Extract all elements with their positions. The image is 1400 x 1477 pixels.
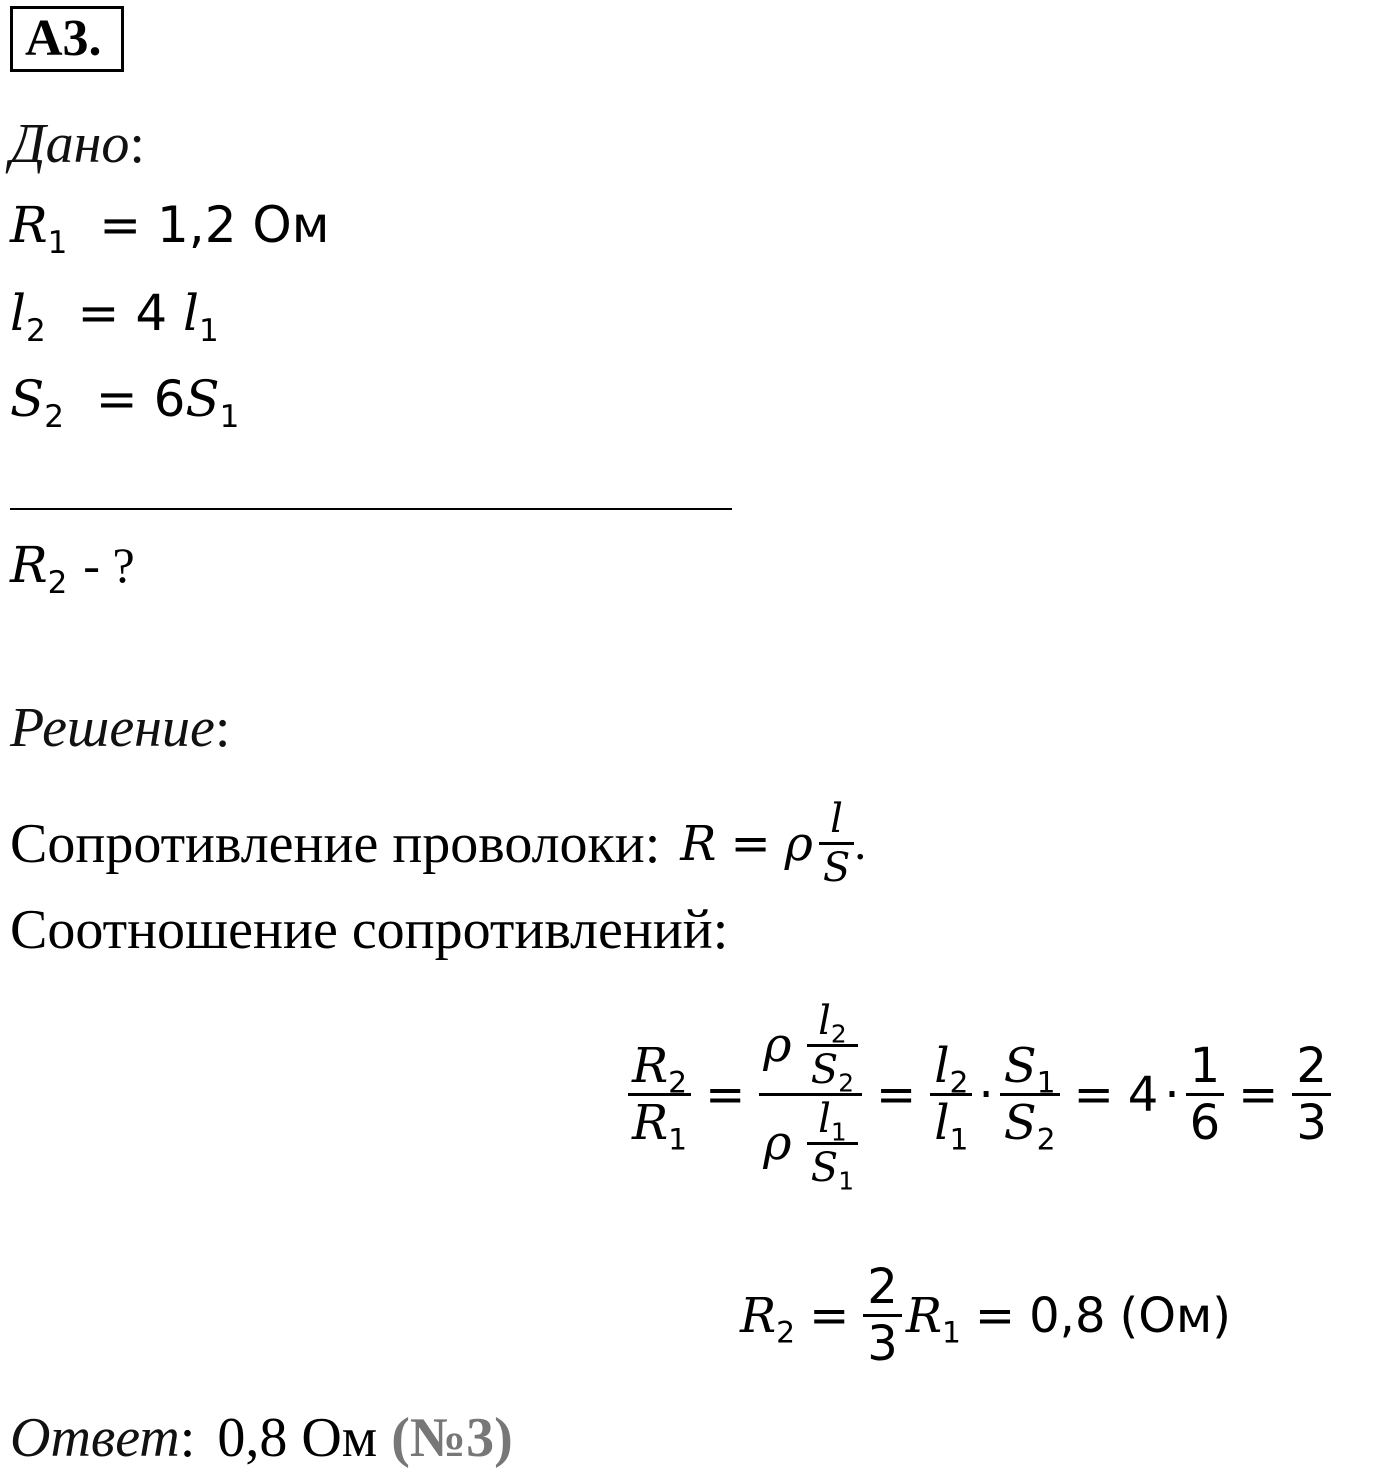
given-r1: $R_1 = 1,2$ Ом xyxy=(10,196,330,261)
solution-heading-label: Решение xyxy=(10,697,215,759)
result-equation: $R_2$ = $\frac{2}{3}$ $R_1$ = 0,8 (Ом) xyxy=(740,1259,1231,1373)
l2-over-l1-fraction: $\frac{l_2}{l_1}$ xyxy=(930,1041,972,1149)
result-value: 0,8 xyxy=(1029,1287,1106,1344)
given-l2: $l_2 = 4$ $l_1$ xyxy=(10,284,219,349)
two-thirds-fraction: $\frac{2}{3}$ xyxy=(1292,1041,1331,1149)
find-text: - ? xyxy=(83,537,135,593)
result-two-thirds-fraction: $\frac{2}{3}$ xyxy=(863,1262,902,1370)
solution-heading-colon: : xyxy=(214,697,231,759)
answer-colon: : xyxy=(179,1407,196,1469)
given-r1-value: 1,2 Ом xyxy=(156,196,330,254)
given-divider-line xyxy=(10,508,732,510)
given-heading-label: Дано xyxy=(10,113,130,175)
ratio-text: Соотношение сопротивлений: xyxy=(10,899,729,961)
given-s2-value: 6 xyxy=(153,370,186,428)
answer-line xyxy=(10,1406,513,1470)
r2-over-r1-fraction: $\frac{R_2}{R_1}$ xyxy=(628,1041,691,1149)
given-heading xyxy=(10,112,145,176)
problem-number-badge: А3. xyxy=(10,6,124,72)
answer-value: 0,8 Ом xyxy=(217,1407,378,1469)
given-s2: $S_2 = 6S_1$ xyxy=(10,370,240,435)
ratio-equation: $\frac{R_2}{R_1}$ = ρ $\frac{l_2}{S_2}$ ρ $\frac{l_1}{S_1}$ = $\frac{l_2}{l_1}$ · $\frac{S_1}{S_2}$ = 4 · $\frac{1}{6}$ = $\frac{2}{3}$ xyxy=(628,1000,1331,1189)
solution-heading xyxy=(10,696,230,760)
given-l2-value: 4 xyxy=(135,284,168,342)
one-sixth-fraction: $\frac{1}{6}$ xyxy=(1186,1041,1225,1149)
wire-resistance-line: Сопротивление проволоки: R = ρ $\frac{l}{S}$ . xyxy=(10,796,867,891)
wire-resistance-text: Сопротивление проволоки: xyxy=(10,812,661,875)
result-unit: (Ом) xyxy=(1119,1287,1231,1344)
s1-over-s2-fraction: $\frac{S_1}{S_2}$ xyxy=(1000,1041,1060,1149)
answer-label: Ответ xyxy=(10,1407,180,1469)
find-r2: $R_2$ - ? xyxy=(10,536,135,601)
l-over-s-fraction: $\frac{l}{S}$ xyxy=(819,798,854,889)
answer-reference: (№3) xyxy=(391,1407,513,1469)
given-heading-colon: : xyxy=(129,113,145,175)
rho-ratio-fraction: ρ $\frac{l_2}{S_2}$ ρ $\frac{l_1}{S_1}$ xyxy=(759,1000,862,1189)
